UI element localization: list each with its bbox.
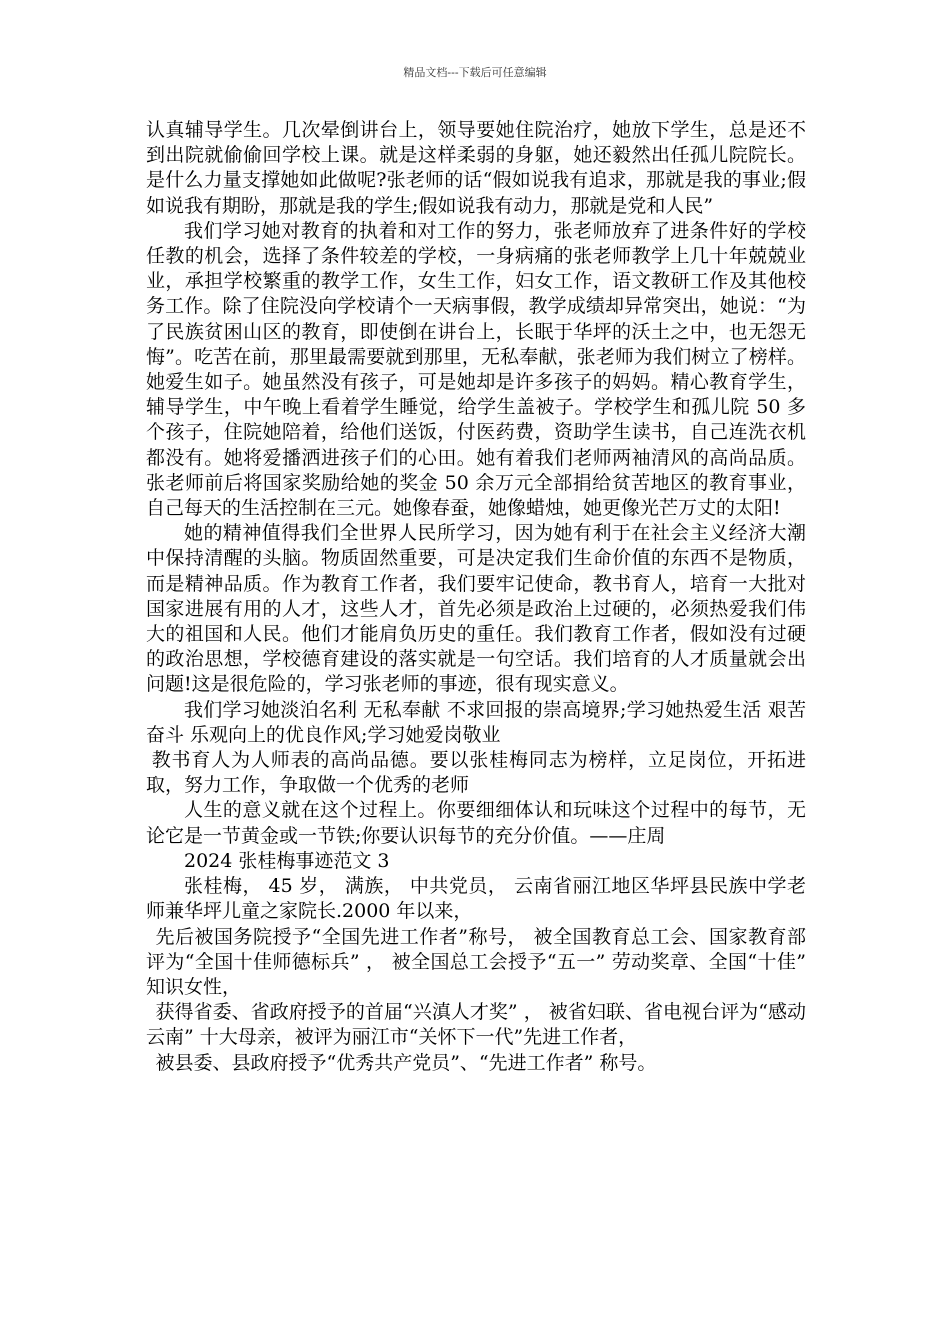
- paragraph-honors-1: 先后被国务院授予“全国先进工作者”称号， 被全国教育总工会、国家教育部评为“全国十佳师德标兵” ， 被全国总工会授予“五一” 劳动奖章、全国“十佳” 知识女性，: [146, 925, 806, 998]
- paragraph-2: 我们学习她对教育的执着和对工作的努力，张老师放弃了进条件好的学校任教的机会，选择了条件较差的学校，一身病痛的张老师教学上几十年兢兢业业，承担学校繁重的教学工作，女生工作，妇女工作，语文教研工作及其他校务工作。除了住院没向学校请个一天病事假，教学成绩却异常突出，她说：“为了民族贫困山区的教育，即使倒在讲台上，长眠于华坪的沃土之中，也无怨无悔”。吃苦在前，那里最需要就到那里，无私奉献，张老师为我们树立了榜样。她爱生如子。她虽然没有孩子，可是她却是许多孩子的妈妈。精心教育学生，辅导学生，中午晚上看着学生睡觉，给学生盖被子。学校学生和孤儿院 50 多个孩子，住院她陪着，给他们送饭，付医药费，资助学生读书，自己连洗衣机都没有。她将爱播洒进孩子们的心田。她有着我们老师两袖清风的高尚品质。张老师前后将国家奖励给她的奖金 50 余万元全部捐给贫苦地区的教育事业，自己每天的生活控制在三元。她像春蚕，她像蜡烛，她更像光芒万丈的太阳!: [146, 219, 806, 520]
- document-body: [146, 118, 806, 1076]
- quote-paragraph: 人生的意义就在这个过程上。你要细细体认和玩味这个过程中的每节，无论它是一节黄金或一节铁;你要认识每节的充分价值。——庄周: [146, 799, 806, 847]
- section-title: 2024 张桂梅事迹范文 3: [184, 849, 390, 872]
- paragraph-5: 教书育人为人师表的高尚品德。要以张桂梅同志为榜样，立足岗位，开拓进取，努力工作，争取做一个优秀的老师: [146, 749, 806, 797]
- paragraph-4: 我们学习她淡泊名利 无私奉献 不求回报的崇高境界;学习她热爱生活 艰苦奋斗 乐观向上的优良作风;学习她爱岗敬业: [146, 698, 806, 746]
- page-header: 精品文档---下载后可任意编辑: [403, 66, 547, 79]
- paragraph-honors-3: 被县委、县政府授予“优秀共产党员”、“先进工作者” 称号。: [155, 1051, 657, 1074]
- paragraph-3: 她的精神值得我们全世界人民所学习，因为她有利于在社会主义经济大潮中保持清醒的头脑。物质固然重要，可是决定我们生命价值的东西不是物质，而是精神品质。作为教育工作者，我们要牢记使命，教书育人，培育一大批对国家进展有用的人才，这些人才，首先必须是政治上过硬的，必须热爱我们伟大的祖国和人民。他们才能肩负历史的重任。我们教育工作者，假如没有过硬的政治思想，学校德育建设的落实就是一句空话。我们培育的人才质量就会出问题!这是很危险的，学习张老师的事迹，很有现实意义。: [146, 522, 806, 696]
- paragraph-honors-2: 获得省委、省政府授予的首届“兴滇人才奖” ， 被省妇联、省电视台评为“感动云南” 十大母亲，被评为丽江市“关怀下一代”先进工作者，: [146, 1001, 806, 1049]
- paragraph-profile: 张桂梅， 45 岁， 满族， 中共党员， 云南省丽江地区华坪县民族中学老师兼华坪儿童之家院长.2000 年以来，: [146, 875, 806, 923]
- paragraph-1: 认真辅导学生。几次晕倒讲台上，领导要她住院治疗，她放下学生，总是还不到出院就偷偷回学校上课。就是这样柔弱的身躯，她还毅然出任孤儿院院长。是什么力量支撑她如此做呢?张老师的话“假如说我有追求，那就是我的事业;假如说我有期盼，那就是我的学生;假如说我有动力，那就是党和人民”: [146, 119, 806, 217]
